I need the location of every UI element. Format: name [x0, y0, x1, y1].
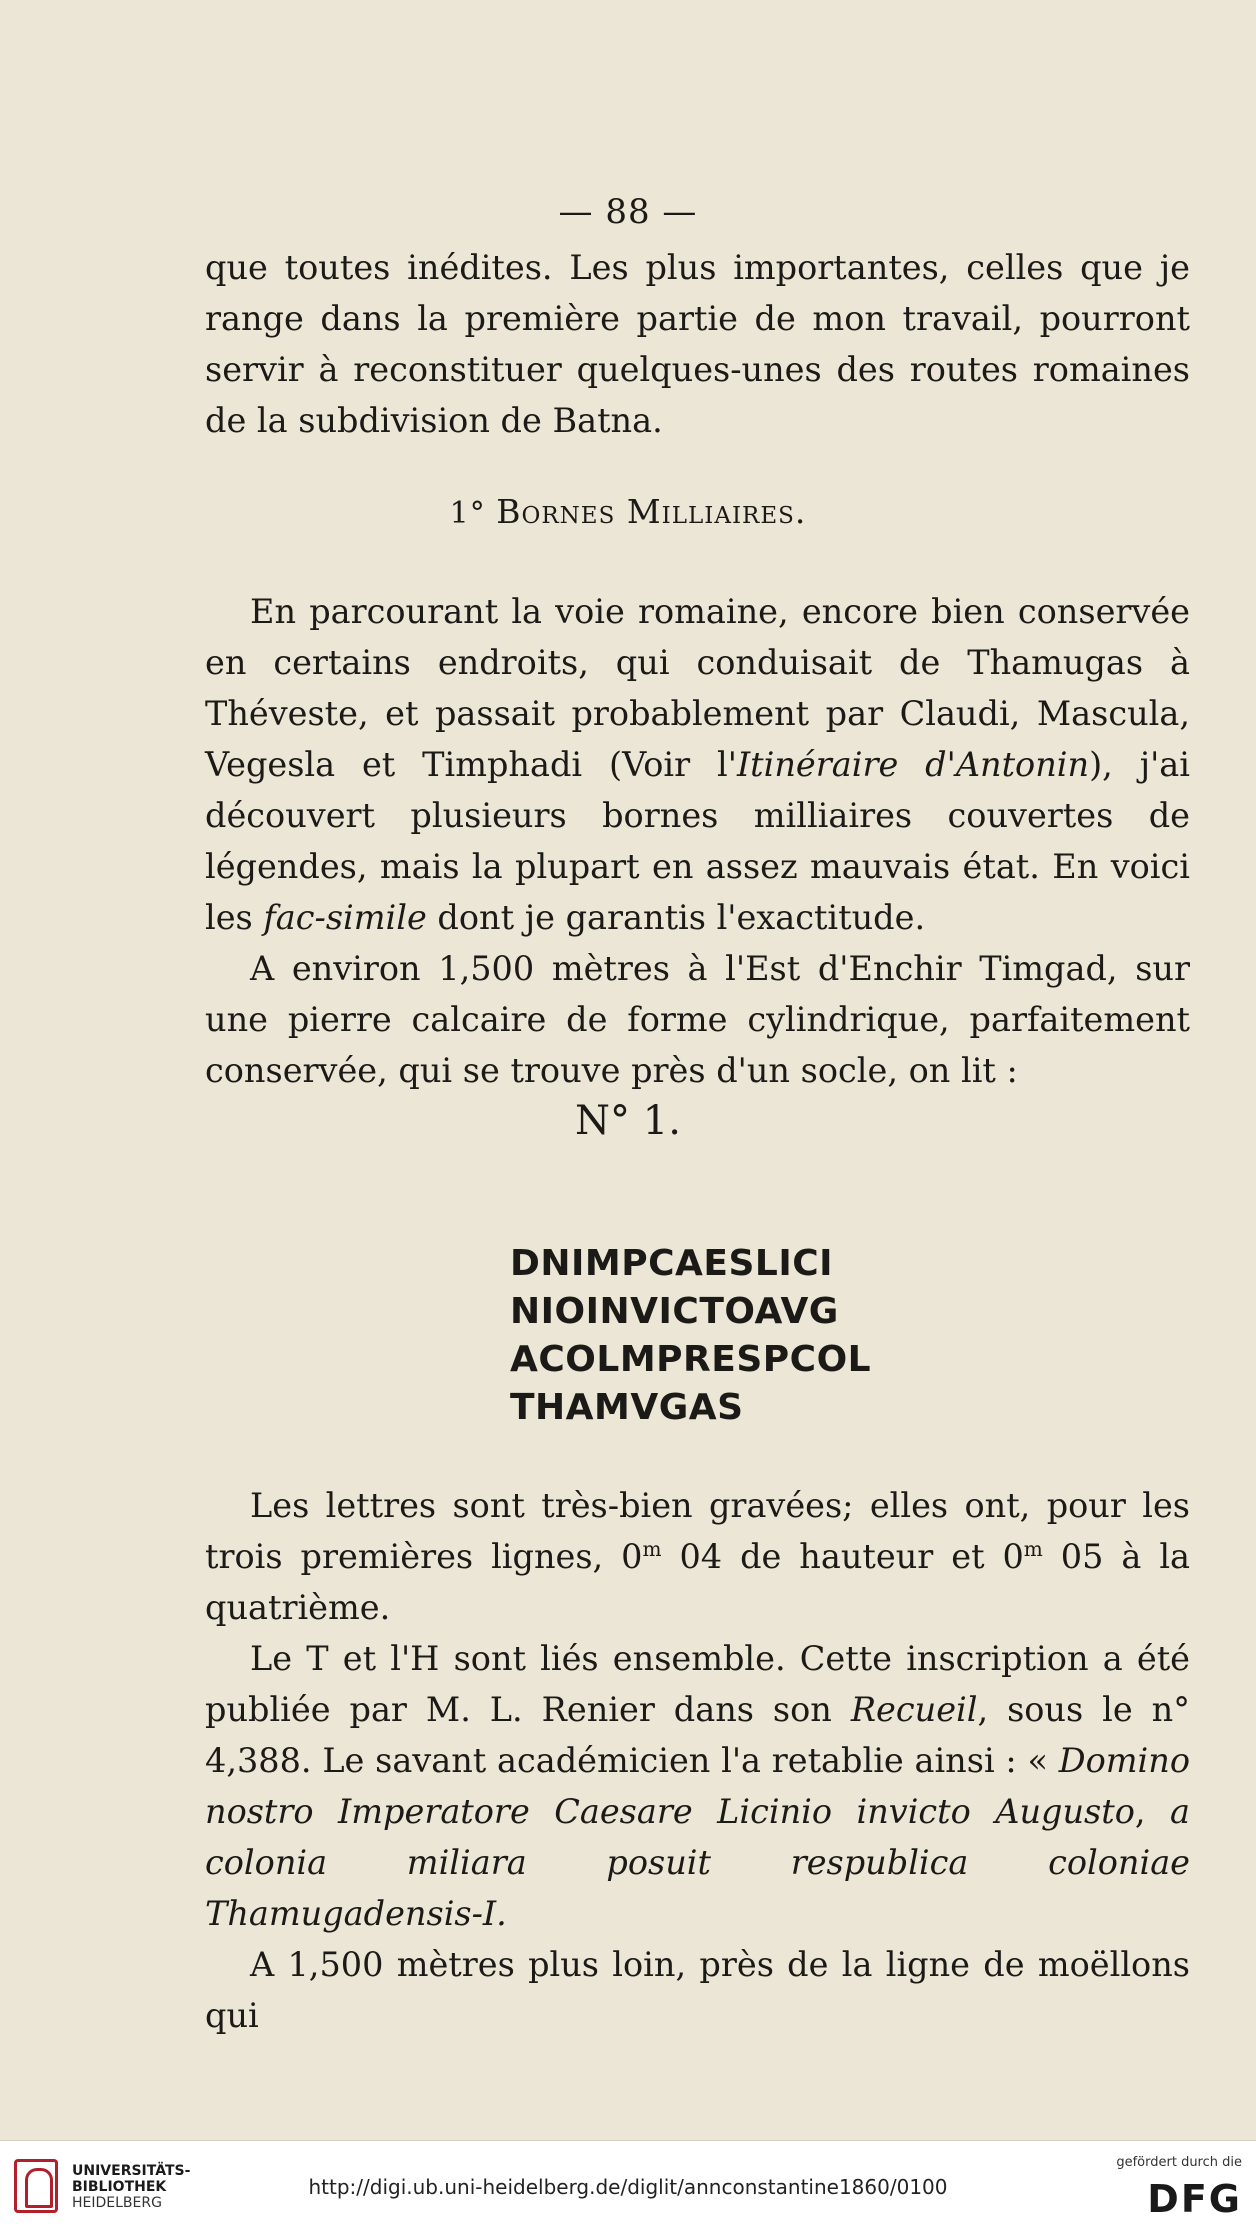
logo-line: BIBLIOTHEK — [72, 2179, 167, 2195]
paragraph-voie-romaine — [205, 586, 1190, 1096]
dfg-logo: DFG — [1147, 2177, 1242, 2221]
latin-restoration-2: a colonia miliara posuit respublica coloniae Thamugadensis-I. — [205, 1792, 1190, 1933]
fac-simile-term: fac-simile — [263, 898, 427, 937]
intro-text: que toutes inédites. Les plus importantes, celles que je range dans la première partie de mon travail, pourront servir à reconstituer quelques-unes des routes romaines de la subdivision de Batna. — [205, 248, 1190, 440]
paragraph-2-article: l' — [717, 745, 737, 784]
paragraph-2 — [205, 586, 1190, 943]
paragraph-3: A environ 1,500 mètres à l'Est d'Enchir Timgad, sur une pierre calcaire de forme cylindrique, parfaitement conservée, qui se trouve près d'un socle, on lit : — [205, 949, 1190, 1090]
paragraph-4 — [205, 1480, 1190, 1633]
metre-unit: m — [1023, 1536, 1043, 1561]
inscription-number: N° 1. — [575, 1098, 681, 1144]
paragraph-lettres — [205, 1480, 1190, 2041]
paragraph-4-part-c: 05 à la quatrième. — [205, 1537, 1191, 1627]
paragraph-5 — [205, 1633, 1190, 1939]
paragraph-6: A 1,500 mètres plus loin, près de la ligne de moëllons qui — [205, 1945, 1190, 2035]
latin-restoration: Domino nostro Imperatore Caesare Licinio invicto Augusto — [205, 1741, 1190, 1831]
paragraph-5-part-c: , — [1134, 1792, 1171, 1831]
section-heading — [0, 492, 1256, 531]
logo-line: HEIDELBERG — [72, 2195, 162, 2211]
paragraph-4-part-b: 04 de hauteur et 0 — [661, 1537, 1024, 1576]
paragraph-2-part-c: dont je garantis l'exactitude. — [426, 898, 926, 937]
paragraph-4-part-a: Les lettres sont très-bien gravées; elles ont, pour les trois premières lignes, 0 — [205, 1486, 1190, 1576]
section-heading-number: 1° — [449, 496, 486, 531]
paragraph-5-part-a: Le T et l'H sont liés ensemble. Cette inscription a été publiée par M. L. Renier dans son — [205, 1639, 1190, 1729]
logo-line: UNIVERSITÄTS- — [72, 2163, 191, 2179]
inscription-line: ACOLMPRESPCOL — [510, 1339, 872, 1380]
paragraph-5-part-b: , sous le n° 4,388. Le savant académicien l'a retablie ainsi : « — [205, 1690, 1190, 1780]
section-heading-title: Bornes Milliaires. — [496, 492, 807, 531]
recueil-title: Recueil — [850, 1690, 978, 1729]
metre-unit: m — [642, 1536, 662, 1561]
permalink-url[interactable]: http://digi.ub.uni-heidelberg.de/diglit/annconstantine1860/0100 — [308, 2175, 948, 2199]
paragraph-2-part-a: En parcourant la voie romaine, encore bien conservée en certains endroits, qui conduisait de Thamugas à Théveste, et passait probablement par Claudi, Mascula, Vegesla et Timphadi (Voir — [205, 592, 1190, 784]
intro-paragraph — [205, 242, 1190, 446]
funding-label: gefördert durch die — [1116, 2155, 1242, 2170]
viewer-footer — [0, 2140, 1256, 2231]
inscription-facsimile — [510, 1240, 871, 1432]
inscription-line: THAMVGAS — [510, 1387, 744, 1428]
inscription-line: NIOINVICTOAVG — [510, 1291, 839, 1332]
paragraph-2-part-b: ), j'ai découvert plusieurs bornes milliaires couvertes de légendes, mais la plupart en assez mauvais état. En voici les — [205, 745, 1190, 937]
inscription-line: DNIMPCAESLICI — [510, 1243, 834, 1284]
page-number: — 88 — — [558, 192, 698, 232]
itineraire-title: Itinéraire d'Antonin — [736, 745, 1090, 784]
